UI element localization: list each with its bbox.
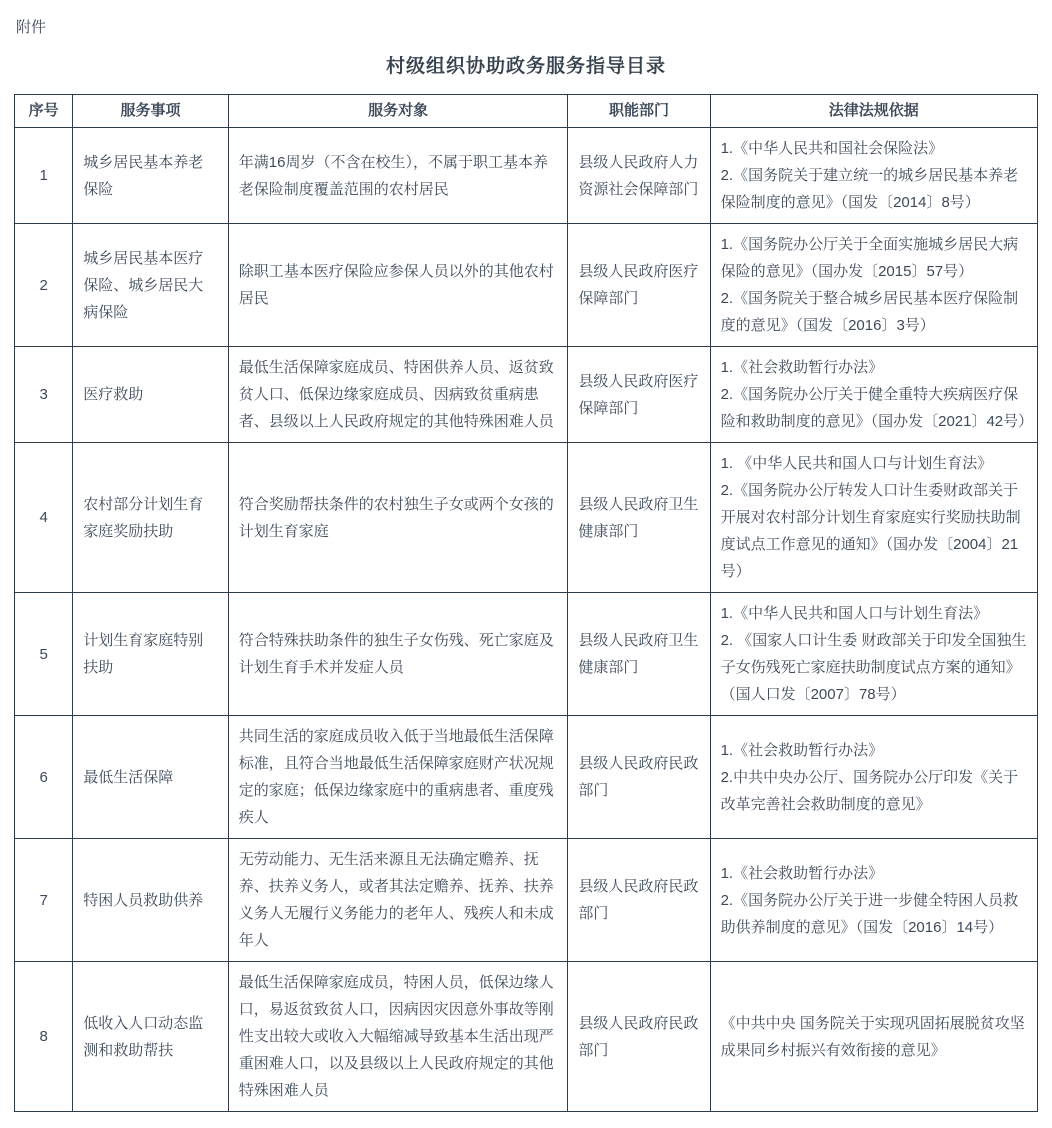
- cell-service-target: 最低生活保障家庭成员、特困供养人员、返贫致贫人口、低保边缘家庭成员、因病致贫重病患者、县级以上人民政府规定的其他特殊困难人员: [228, 347, 568, 443]
- table-row: [15, 716, 1038, 839]
- cell-service-item: 医疗救助: [73, 347, 228, 443]
- col-header-service-target: 服务对象: [228, 95, 568, 128]
- legal-basis-line: 《中共中央 国务院关于实现巩固拓展脱贫攻坚成果同乡村振兴有效衔接的意见》: [720, 1014, 1025, 1059]
- col-header-service-item: 服务事项: [73, 95, 228, 128]
- cell-row-number: 5: [15, 593, 73, 716]
- cell-department: 县级人民政府民政部门: [568, 962, 710, 1112]
- service-catalog-table: [14, 94, 1038, 1112]
- cell-row-number: 3: [15, 347, 73, 443]
- col-header-no: 序号: [15, 95, 73, 128]
- cell-service-target: 符合奖励帮扶条件的农村独生子女或两个女孩的计划生育家庭: [228, 443, 568, 593]
- table-row: [15, 128, 1038, 224]
- cell-service-item: 城乡居民基本医疗保险、城乡居民大病保险: [73, 224, 228, 347]
- cell-service-item: 农村部分计划生育家庭奖励扶助: [73, 443, 228, 593]
- cell-service-item: 最低生活保障: [73, 716, 228, 839]
- table-row: [15, 347, 1038, 443]
- legal-basis-line: 1.《国务院办公厅关于全面实施城乡居民大病保险的意见》（国办发〔2015〕57号）: [720, 236, 1019, 280]
- cell-service-target: 除职工基本医疗保险应参保人员以外的其他农村居民: [228, 224, 568, 347]
- col-header-department: 职能部门: [568, 95, 710, 128]
- cell-legal-basis: [710, 128, 1037, 224]
- table-row: [15, 839, 1038, 962]
- cell-service-item: 低收入人口动态监测和救助帮扶: [73, 962, 228, 1112]
- cell-service-target: 最低生活保障家庭成员，特困人员，低保边缘人口，易返贫致贫人口，因病因灾因意外事故等刚性支出较大或收入大幅缩减导致基本生活出现严重困难人口，以及县级以上人民政府规定的其他特殊困难人员: [228, 962, 568, 1112]
- table-row: [15, 593, 1038, 716]
- table-header-row: [15, 95, 1038, 128]
- legal-basis-line: 1.《中华人民共和国人口与计划生育法》: [720, 605, 989, 622]
- cell-row-number: 6: [15, 716, 73, 839]
- legal-basis-line: 2.《国务院关于整合城乡居民基本医疗保险制度的意见》（国发〔2016〕3号）: [720, 290, 1019, 334]
- cell-service-item: 城乡居民基本养老保险: [73, 128, 228, 224]
- cell-department: 县级人民政府医疗保障部门: [568, 347, 710, 443]
- cell-row-number: 2: [15, 224, 73, 347]
- cell-department: 县级人民政府人力资源社会保障部门: [568, 128, 710, 224]
- cell-department: 县级人民政府卫生健康部门: [568, 593, 710, 716]
- cell-legal-basis: [710, 347, 1037, 443]
- legal-basis-line: 1. 《中华人民共和国人口与计划生育法》: [720, 455, 993, 472]
- table-row: [15, 962, 1038, 1112]
- cell-department: 县级人民政府民政部门: [568, 716, 710, 839]
- cell-legal-basis: [710, 224, 1037, 347]
- cell-row-number: 7: [15, 839, 73, 962]
- cell-department: 县级人民政府医疗保障部门: [568, 224, 710, 347]
- cell-legal-basis: [710, 593, 1037, 716]
- cell-service-item: 特困人员救助供养: [73, 839, 228, 962]
- legal-basis-line: 2.《国务院办公厅关于健全重特大疾病医疗保险和救助制度的意见》（国办发〔2021〕42号）: [720, 386, 1034, 430]
- page-title: 村级组织协助政务服务指导目录: [385, 56, 666, 77]
- cell-legal-basis: [710, 839, 1037, 962]
- legal-basis-line: 1.《社会救助暂行办法》: [720, 741, 884, 759]
- legal-basis-line: 1.《社会救助暂行办法》: [720, 864, 884, 882]
- cell-legal-basis: [710, 443, 1037, 593]
- col-header-legal-basis: 法律法规依据: [710, 95, 1037, 128]
- cell-service-target: 共同生活的家庭成员收入低于当地最低生活保障标准，且符合当地最低生活保障家庭财产状况规定的家庭；低保边缘家庭中的重病患者、重度残疾人: [228, 716, 568, 839]
- legal-basis-line: 1.《社会救助暂行办法》: [720, 359, 884, 376]
- cell-row-number: 8: [15, 962, 73, 1112]
- cell-service-target: 年满16周岁（不含在校生），不属于职工基本养老保险制度覆盖范围的农村居民: [228, 128, 568, 224]
- legal-basis-line: 2.《国务院关于建立统一的城乡居民基本养老保险制度的意见》（国发〔2014〕8号）: [720, 167, 1019, 211]
- legal-basis-line: 1.《中华人民共和国社会保险法》: [720, 140, 944, 157]
- cell-service-target: 无劳动能力、无生活来源且无法确定赡养、抚养、扶养义务人，或者其法定赡养、抚养、扶养义务人无履行义务能力的老年人、残疾人和未成年人: [228, 839, 568, 962]
- cell-department: 县级人民政府民政部门: [568, 839, 710, 962]
- attachment-label: 附件: [16, 19, 47, 36]
- legal-basis-line: 2.《国务院办公厅转发人口计生委财政部关于开展对农村部分计划生育家庭实行奖励扶助制度试点工作意见的通知》（国办发〔2004〕21号）: [720, 482, 1021, 580]
- cell-service-item: 计划生育家庭特别扶助: [73, 593, 228, 716]
- legal-basis-line: 2.中共中央办公厅、国务院办公厅印发《关于改革完善社会救助制度的意见》: [720, 768, 1019, 813]
- cell-row-number: 1: [15, 128, 73, 224]
- cell-legal-basis: [710, 962, 1037, 1112]
- cell-service-target: 符合特殊扶助条件的独生子女伤残、死亡家庭及计划生育手术并发症人员: [228, 593, 568, 716]
- cell-row-number: 4: [15, 443, 73, 593]
- table-row: [15, 443, 1038, 593]
- table-row: [15, 224, 1038, 347]
- cell-department: 县级人民政府卫生健康部门: [568, 443, 710, 593]
- legal-basis-line: 2. 《国家人口计生委 财政部关于印发全国独生子女伤残死亡家庭扶助制度试点方案的通知》（国人口发〔2007〕78号）: [720, 632, 1027, 703]
- cell-legal-basis: [710, 716, 1037, 839]
- legal-basis-line: 2.《国务院办公厅关于进一步健全特困人员救助供养制度的意见》（国发〔2016〕14号）: [720, 891, 1019, 936]
